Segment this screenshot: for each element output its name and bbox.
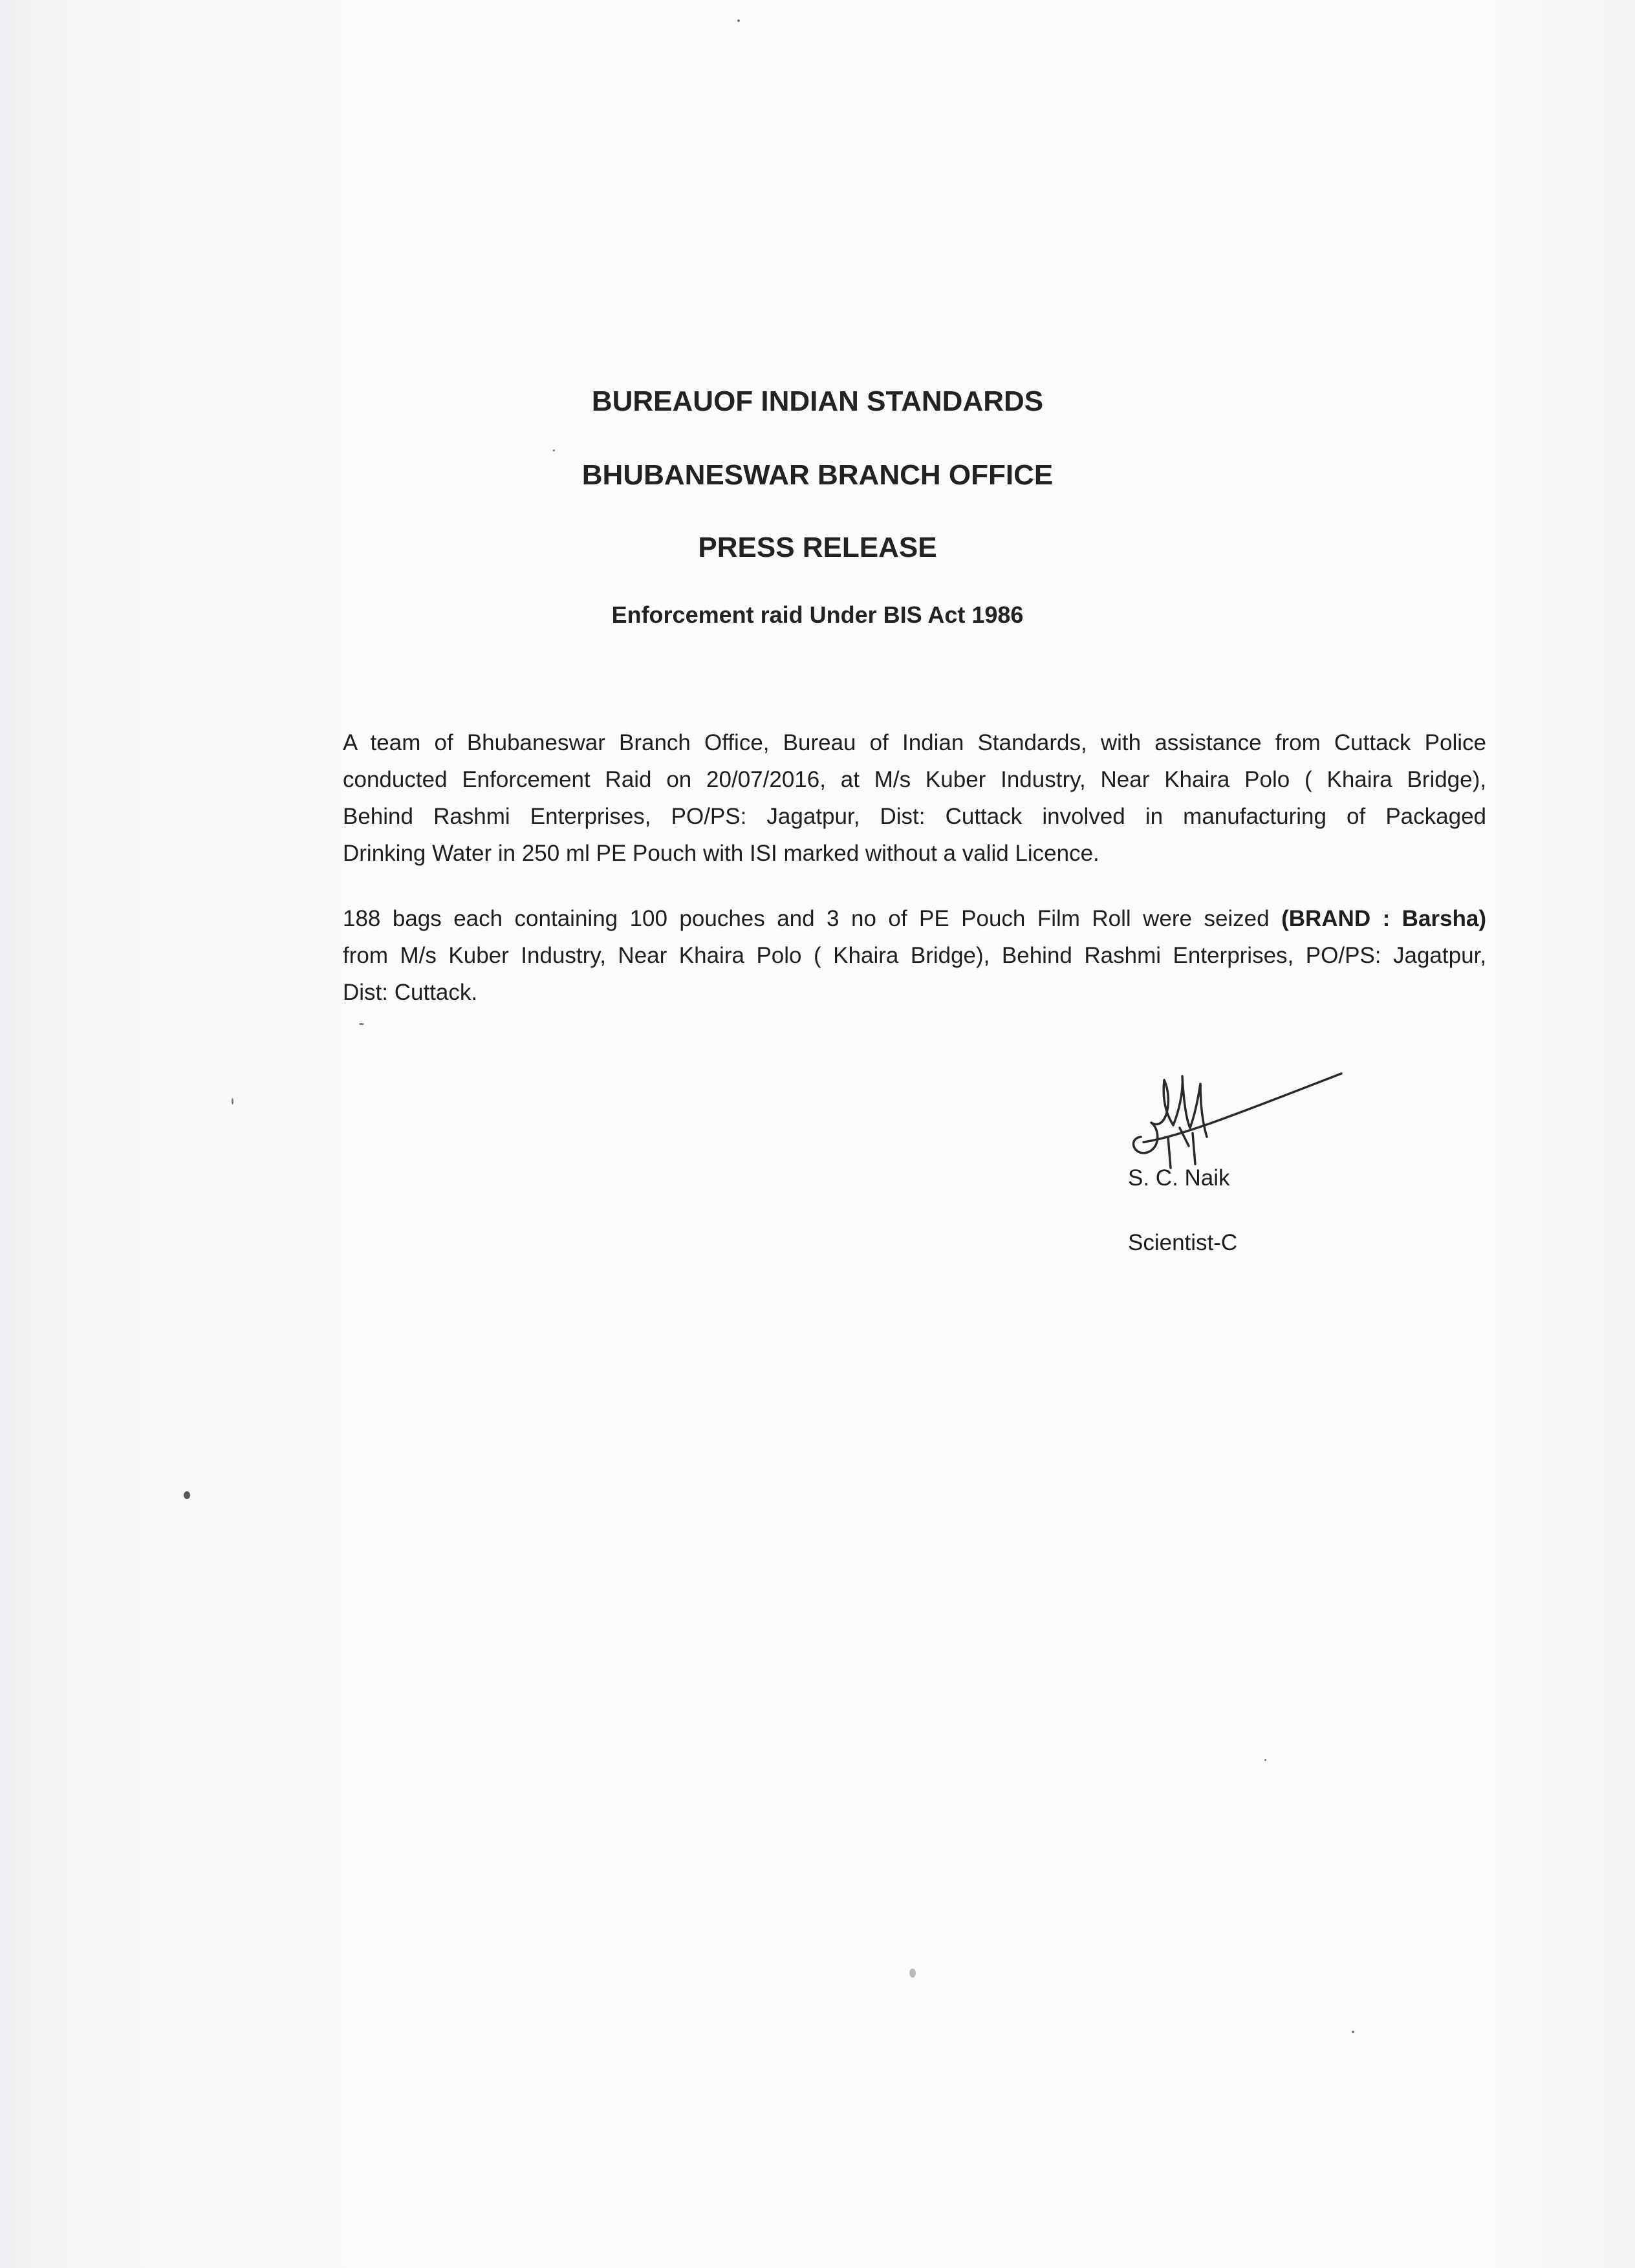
paper-speck <box>232 1098 233 1105</box>
paragraph-line: Dist: Cuttack. <box>343 980 478 1005</box>
paragraph-line: from M/s Kuber Industry, Near Khaira Polo ( Khaira Bridge), Behind Rashmi Enterprises, PO/PS: Jagatpur, <box>343 943 1486 968</box>
paragraph-line: conducted Enforcement Raid on 20/07/2016, at M/s Kuber Industry, Near Khaira Polo ( Khaira Bridge), <box>343 767 1486 792</box>
office-title: BHUBANESWAR BRANCH OFFICE <box>581 459 1054 491</box>
signatory-designation: Scientist-C <box>1128 1230 1238 1255</box>
seizure-text: 188 bags each containing 100 pouches and 3 no of PE Pouch Film Roll were seized <box>343 906 1282 931</box>
paper-speck <box>909 1969 916 1978</box>
paper-speck <box>184 1491 190 1499</box>
document-type-title: PRESS RELEASE <box>698 532 937 563</box>
paper-speck <box>553 449 555 451</box>
paragraph-line: A team of Bhubaneswar Branch Office, Bureau of Indian Standards, with assistance from Cuttack Police <box>343 730 1486 755</box>
paragraph-line <box>343 900 1486 937</box>
paragraph-raid-details <box>343 724 1486 872</box>
brand-label: (BRAND : Barsha) <box>1281 906 1487 931</box>
paragraph-line: Drinking Water in 250 ml PE Pouch with ISI marked without a valid Licence. <box>343 841 1099 866</box>
organization-title: BUREAUOF INDIAN STANDARDS <box>591 385 1044 417</box>
paper-speck <box>737 19 740 22</box>
subject-line: Enforcement raid Under BIS Act 1986 <box>611 601 1024 628</box>
paragraph-line: Behind Rashmi Enterprises, PO/PS: Jagatpur, Dist: Cuttack involved in manufacturing of Packaged <box>343 804 1486 829</box>
paper-speck <box>1264 1759 1266 1761</box>
signature-block <box>1128 1061 1387 1268</box>
paragraph-seizure-details <box>343 900 1486 1011</box>
signatory-name: S. C. Naik <box>1128 1165 1230 1191</box>
paper-speck <box>359 1023 364 1025</box>
handwritten-signature <box>1128 1061 1387 1171</box>
paper-speck <box>1352 2031 1354 2033</box>
